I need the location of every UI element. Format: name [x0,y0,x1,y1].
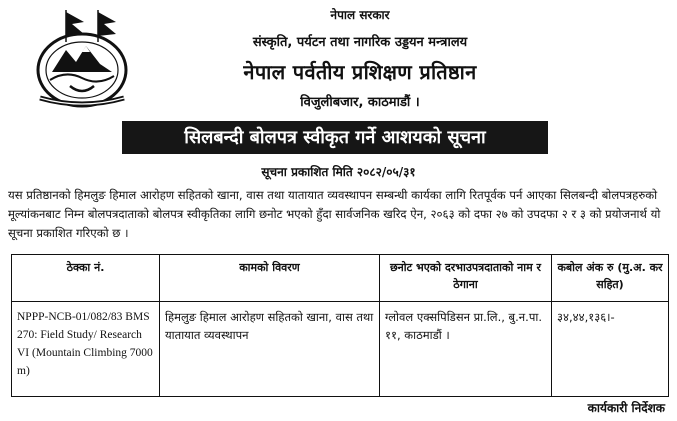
organization-address: विजुलीबजार, काठमाडौं । [300,95,420,110]
government-title: नेपाल सरकार [330,8,390,22]
nepal-emblem-icon [26,4,138,112]
organization-name: नेपाल पर्वतीय प्रशिक्षण प्रतिष्ठान [243,60,477,84]
description-cell: हिमलुङ हिमाल आरोहण सहितको खाना, वास तथा यातायात व्यवस्थापन [160,302,380,397]
table-header-row [12,255,669,302]
table-row [12,302,669,397]
amount-cell: ३४,४४,१३६।- [552,302,669,397]
notice-title: सिलबन्दी बोलपत्र स्वीकृत गर्ने आशयको सूचना [122,121,548,154]
published-date: सूचना प्रकाशित मिति २०८२/०५/३१ [261,165,416,179]
header-description: कामको विवरण [160,255,380,302]
header-bidder: छनोट भएको दरभाउपत्रदाताको नाम र ठेगाना [380,255,552,302]
contract-no-cell: NPPP-NCB-01/082/83 BMS 270: Field Study/ Research VI (Mountain Climbing 7000 m) [12,302,160,397]
header-amount: कबोल अंक रु (मु.अ. कर सहित) [552,255,669,302]
header-contract-no: ठेक्का नं. [12,255,160,302]
ministry-name: संस्कृति, पर्यटन तथा नागरिक उड्डयन मन्त्रालय [252,35,468,50]
award-table [11,254,669,397]
notice-body: यस प्रतिष्ठानको हिमलुङ हिमाल आरोहण सहितको खाना, वास तथा यातायात व्यवस्थापन सम्बन्धी कार्यका लागि रितपूर्वक पर्न आएका सिलबन्दी बोलपत्रहरुको मूल्यांकनबाट निम्न बोलपत्रदाताको बोलपत्र स्वीकृतिका लागि छनोट भएको हुँदा सार्वजनिक खरिद ऐन, २०६३ को दफा २७ को उपदफा २ र ३ को प्रयोजनार्थ यो सूचना प्रकाशित गरिएको छ । [8,188,661,240]
bidder-cell: ग्लोवल एक्सपिडिसन प्रा.लि., बु.न.पा. ११, काठमाडौं । [380,302,552,397]
signoff-title: कार्यकारी निर्देशक [587,401,665,415]
